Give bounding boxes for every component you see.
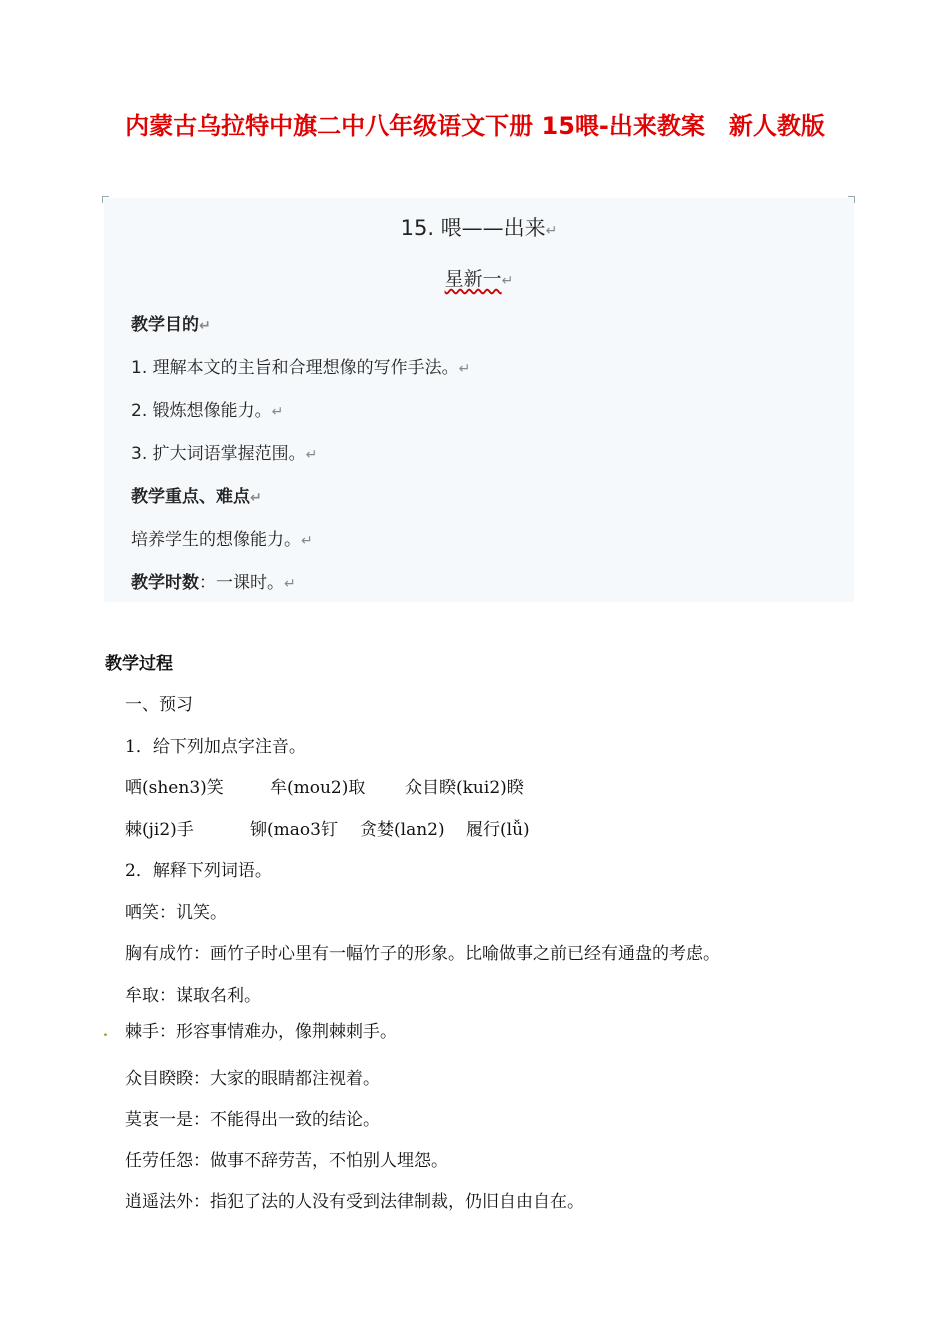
- objective-item: 1. 理解本文的主旨和合理想像的写作手法。↵: [131, 358, 471, 378]
- document-title: 内蒙古乌拉特中旗二中八年级语文下册 15喂-出来教案 新人教版: [125, 112, 825, 140]
- definition: 莫衷一是：不能得出一致的结论。: [125, 1110, 380, 1130]
- definition: 牟取：谋取名利。: [125, 986, 261, 1006]
- definition: 哂笑：讥笑。: [125, 903, 227, 923]
- pinyin-item: 贪婪(lan2): [360, 820, 445, 840]
- crop-mark: [102, 196, 109, 203]
- question-2: 2．解释下列词语。: [125, 861, 272, 881]
- stray-dot: .: [103, 1024, 108, 1040]
- definition: 胸有成竹：画竹子时心里有一幅竹子的形象。比喻做事之前已经有通盘的考虑。: [125, 944, 720, 964]
- pinyin-item: 牟(mou2)取: [270, 778, 366, 798]
- objective-item: 3. 扩大词语掌握范围。↵: [131, 444, 318, 464]
- definition: 逍遥法外：指犯了法的人没有受到法律制裁，仍旧自由自在。: [125, 1192, 584, 1212]
- process-title: 教学过程: [105, 654, 173, 674]
- objectives-title: 教学目的↵: [131, 315, 211, 335]
- crop-mark: [848, 196, 855, 203]
- author-name: 星新一↵: [444, 268, 514, 290]
- section-heading: 一、预习: [125, 695, 193, 715]
- pinyin-item: 铆(mao3钉: [250, 820, 338, 840]
- lesson-heading: 15. 喂——出来↵: [400, 216, 558, 240]
- pinyin-item: 棘(ji2)手: [125, 820, 194, 840]
- teaching-hours: 教学时数：一课时。↵: [131, 573, 296, 593]
- definition: 任劳任怨：做事不辞劳苦，不怕别人埋怨。: [125, 1151, 448, 1171]
- objective-item: 2. 锻炼想像能力。↵: [131, 401, 284, 421]
- question-1: 1．给下列加点字注音。: [125, 737, 306, 757]
- definition: 棘手：形容事情难办，像荆棘刺手。: [125, 1022, 397, 1042]
- pinyin-item: 众目睽(kui2)睽: [405, 778, 524, 798]
- pinyin-item: 哂(shen3)笑: [125, 778, 224, 798]
- definition: 众目睽睽：大家的眼睛都注视着。: [125, 1069, 380, 1089]
- focus-title: 教学重点、难点↵: [131, 487, 262, 507]
- focus-text: 培养学生的想像能力。↵: [131, 530, 313, 550]
- pinyin-item: 履行(lǚ): [466, 820, 530, 840]
